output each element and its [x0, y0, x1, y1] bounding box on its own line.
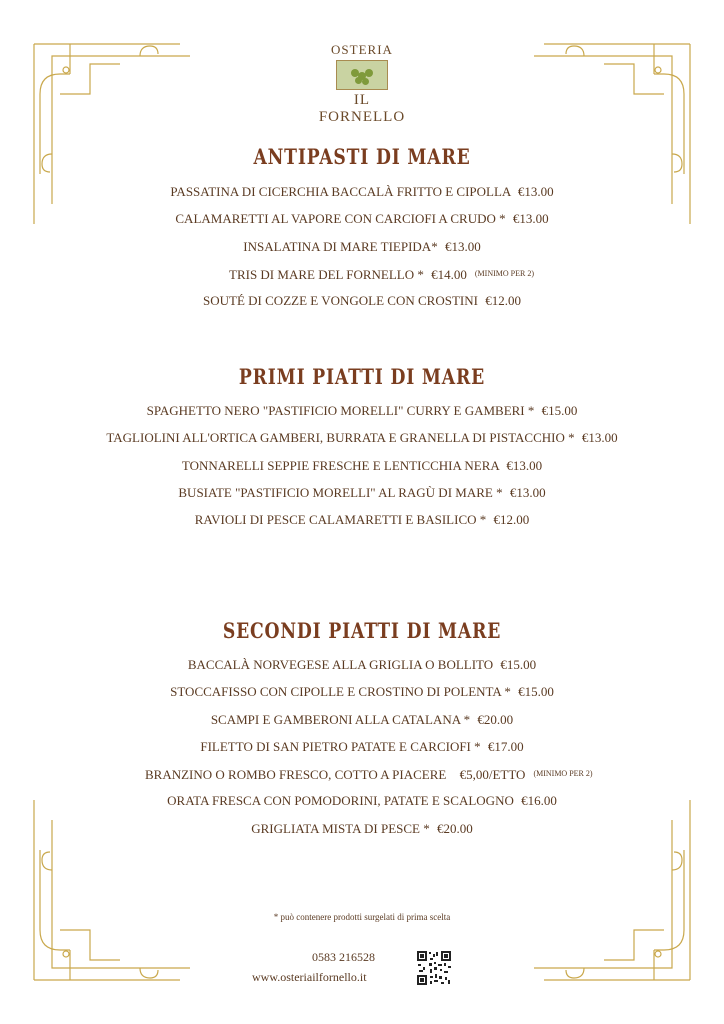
- item-price: €20.00: [477, 711, 514, 727]
- menu-item: [0, 205, 724, 232]
- item-price: €17.00: [487, 738, 524, 754]
- item-price: €13.00: [517, 184, 554, 199]
- item-name: BACCALÀ NORVEGESE ALLA GRIGLIA O BOLLITO: [187, 657, 494, 672]
- logo-top-text: OSTERIA: [331, 42, 393, 57]
- item-price: €13.00: [506, 457, 543, 473]
- qr-code-icon[interactable]: [416, 950, 452, 986]
- menu-item: [0, 760, 724, 787]
- menu-item: [0, 651, 724, 678]
- item-name: SPAGHETTO NERO "PASTIFICIO MORELLI" CURRY E GAMBERI *: [146, 403, 535, 418]
- section-title-antipasti: ANTIPASTI DI MARE: [253, 144, 471, 169]
- item-price: €12.00: [493, 512, 530, 528]
- menu-item: [0, 452, 724, 479]
- item-price: €20.00: [436, 820, 473, 836]
- menu-item: [0, 233, 724, 260]
- item-name: TRIS DI MARE DEL FORNELLO *: [229, 266, 424, 282]
- item-price: €15.00: [541, 403, 578, 418]
- item-price: €13.00: [512, 211, 549, 227]
- menu-item: [0, 787, 724, 814]
- logo-bottom-text: IL FORNELLO: [318, 92, 406, 125]
- section-list-secondi: [0, 651, 724, 842]
- item-name: RAVIOLI DI PESCE CALAMARETTI E BASILICO *: [194, 512, 487, 528]
- item-name: SCAMPI E GAMBERONI ALLA CATALANA *: [210, 711, 471, 727]
- item-price: €14.00: [431, 266, 467, 282]
- menu-item: [0, 397, 724, 424]
- grapes-icon: [336, 60, 388, 90]
- menu-item: [0, 287, 724, 314]
- menu-item: [0, 815, 724, 842]
- item-price: €16.00: [521, 793, 557, 809]
- item-name: PASSATINA DI CICERCHIA BACCALÀ FRITTO E CIPOLLA: [170, 184, 511, 199]
- item-name: SOUTÉ DI COZZE E VONGOLE CON CROSTINI: [203, 293, 478, 309]
- item-name: TONNARELLI SEPPIE FRESCHE E LENTICCHIA NERA: [181, 457, 500, 473]
- logo: [312, 42, 412, 126]
- item-name: ORATA FRESCA CON POMODORINI, PATATE E SCALOGNO: [167, 793, 514, 809]
- item-name: FILETTO DI SAN PIETRO PATATE E CARCIOFI *: [200, 738, 481, 754]
- menu-item: [0, 479, 724, 506]
- item-name: INSALATINA DI MARE TIEPIDA*: [243, 238, 438, 254]
- item-name: GRIGLIATA MISTA DI PESCE *: [251, 820, 430, 836]
- item-name: BUSIATE "PASTIFICIO MORELLI" AL RAGÙ DI MARE *: [178, 484, 503, 500]
- item-note: (MINIMO PER 2): [533, 769, 593, 779]
- menu-item: [0, 733, 724, 760]
- item-name: STOCCAFISSO CON CIPOLLE E CROSTINO DI POLENTA *: [170, 684, 511, 700]
- phone-number[interactable]: 0583 216528: [312, 950, 375, 964]
- menu-item: [0, 506, 724, 533]
- website-link[interactable]: www.osteriailfornello.it: [252, 970, 367, 984]
- item-price: €13.00: [444, 238, 481, 254]
- section-list-primi: [0, 397, 724, 533]
- item-price: €15.00: [518, 684, 554, 700]
- menu-item: [0, 678, 724, 705]
- section-title-primi: PRIMI PIATTI DI MARE: [238, 364, 486, 389]
- item-price: €15.00: [500, 657, 537, 672]
- item-note: (MINIMO PER 2): [474, 268, 534, 278]
- section-title-secondi: SECONDI PIATTI DI MARE: [222, 618, 502, 643]
- section-list-antipasti: [0, 178, 724, 314]
- menu-item: [0, 260, 724, 287]
- item-name: CALAMARETTI AL VAPORE CON CARCIOFI A CRUDO *: [175, 211, 506, 227]
- item-name: TAGLIOLINI ALL'ORTICA GAMBERI, BURRATA E GRANELLA DI PISTACCHIO *: [106, 430, 575, 446]
- item-price: €12.00: [485, 293, 521, 309]
- menu-item: [0, 178, 724, 205]
- item-price: €13.00: [581, 430, 618, 446]
- item-name: BRANZINO O ROMBO FRESCO, COTTO A PIACERE: [145, 767, 447, 783]
- menu-item: [0, 706, 724, 733]
- menu-item: [0, 424, 724, 451]
- item-price: €13.00: [509, 484, 546, 500]
- item-price: €5,00/ETTO: [459, 767, 526, 783]
- footnote: * può contenere prodotti surgelati di prima scelta: [273, 912, 451, 922]
